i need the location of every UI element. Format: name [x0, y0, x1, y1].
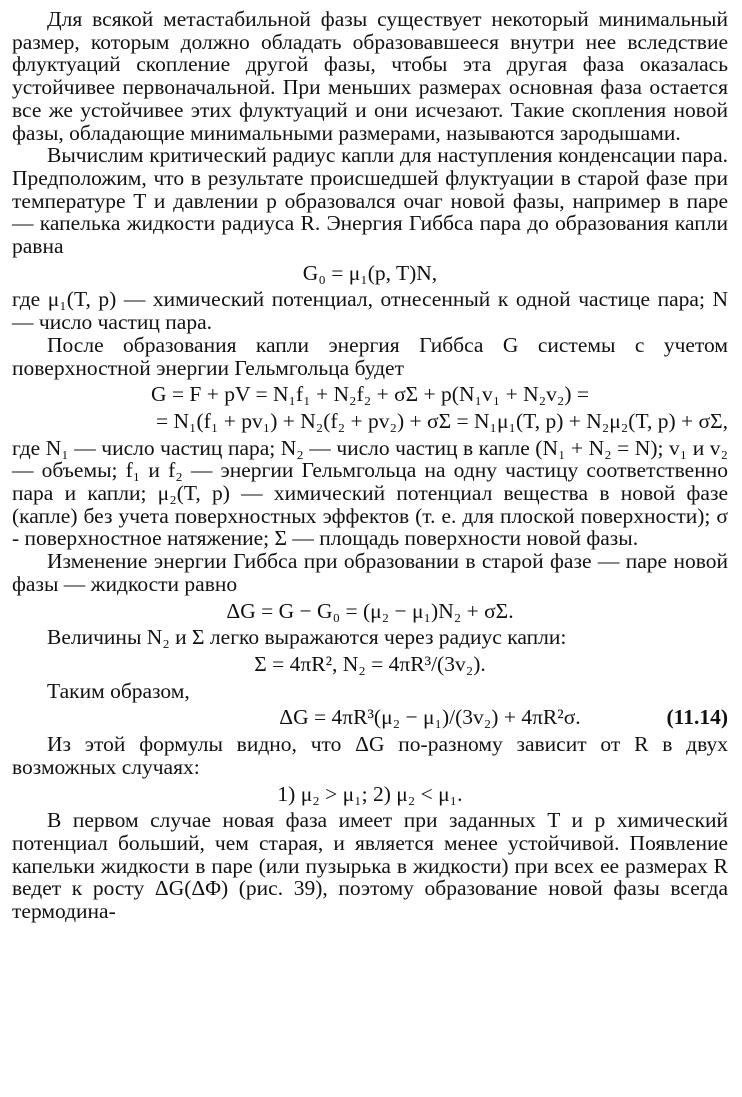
paragraph-mu1-definition: где μ₁(T, p) — химический потенциал, отнесенный к одной частице пара; N — число частиц пара.: [12, 287, 728, 335]
equation-cases: 1) μ₂ > μ₁; 2) μ₂ < μ₁.: [277, 781, 463, 806]
paragraph-variable-definitions: где N₁ — число частиц пара; N₂ — число частиц в капле (N₁ + N₂ = N); v₁ и v₂ — объемы; f₁ и f₂ — энергии Гельмгольца на одну частицу соответственно пара и капли; μ₂(T, p) — химический потенциал вещества в новой фазе (капле) без учета поверхностных эффектов (т. е. для плоской поверхности); σ - поверхностное натяжение; Σ — площадь поверхности новой фазы.: [12, 435, 728, 551]
paragraph-first-case: В первом случае новая фаза имеет при заданных T и p химический потенциал больший, чем старая, и является менее устойчивой. Появление капельки жидкости в паре (или пузырька в жидкости) при всех ее размерах R ведет к росту ΔG(ΔΦ) (рис. 39), поэтому образование новой фазы всегда термодина-: [12, 808, 728, 924]
paragraph-metastable-phase: Для всякой метастабильной фазы существует некоторый минимальный размер, которым должно обладать образовавшееся внутри нее вследствие флуктуаций скопление другой фазы, чтобы эта другая фаза оказалась устойчивее первоначальной. При меньших размерах основная фаза остается все же устойчивее этих флуктуаций и они исчезают. Такие скопления новой фазы, обладающие минимальными размерами, называются зародышами.: [12, 7, 728, 145]
paragraph-gibbs-change: Изменение энергии Гиббса при образовании в старой фазе — паре новой фазы — жидкости равно: [12, 549, 728, 596]
paragraph-after-drop: После образования капли энергия Гиббса G системы с учетом поверхностной энергии Гельмгольца будет: [12, 332, 728, 380]
paragraph-two-cases: Из этой формулы видно, что ΔG по-разному зависит от R в двух возможных случаях:: [12, 732, 728, 779]
equation-11-14-body: ΔG = 4πR³(μ₂ − μ₁)/(3v₂) + 4πR²σ.: [279, 705, 581, 730]
equation-11-14: [12, 706, 728, 729]
equation-g-line2: = N₁(f₁ + pv₁) + N₂(f₂ + pv₂) + σΣ = N₁μ₁(T, p) + N₂μ₂(T, p) + σΣ,: [156, 408, 728, 433]
paragraph-critical-radius: Вычислим критический радиус капли для наступления конденсации пара. Предположим, что в результате происшедшей флуктуации в старой фазе при температуре T и давлении p образовался очаг новой фазы, например в паре — капелька жидкости радиуса R. Энергия Гиббса пара до образования капли равна: [12, 143, 728, 259]
equation-delta-g: ΔG = G − G₀ = (μ₂ − μ₁)N₂ + σΣ.: [226, 598, 514, 623]
equation-g0: G₀ = μ₁(p, T)N,: [302, 260, 438, 285]
equation-g-line1: G = F + pV = N₁f₁ + N₂f₂ + σΣ + p(N₁v₁ + N₂v₂) =: [150, 382, 590, 407]
equation-sigma-n2: Σ = 4πR², N₂ = 4πR³/(3v₂).: [254, 651, 486, 676]
paragraph-quantities: Величины N₂ и Σ легко выражаются через радиус капли:: [47, 625, 567, 650]
equation-number: (11.14): [666, 705, 728, 730]
paragraph-thus: Таким образом,: [47, 678, 190, 703]
